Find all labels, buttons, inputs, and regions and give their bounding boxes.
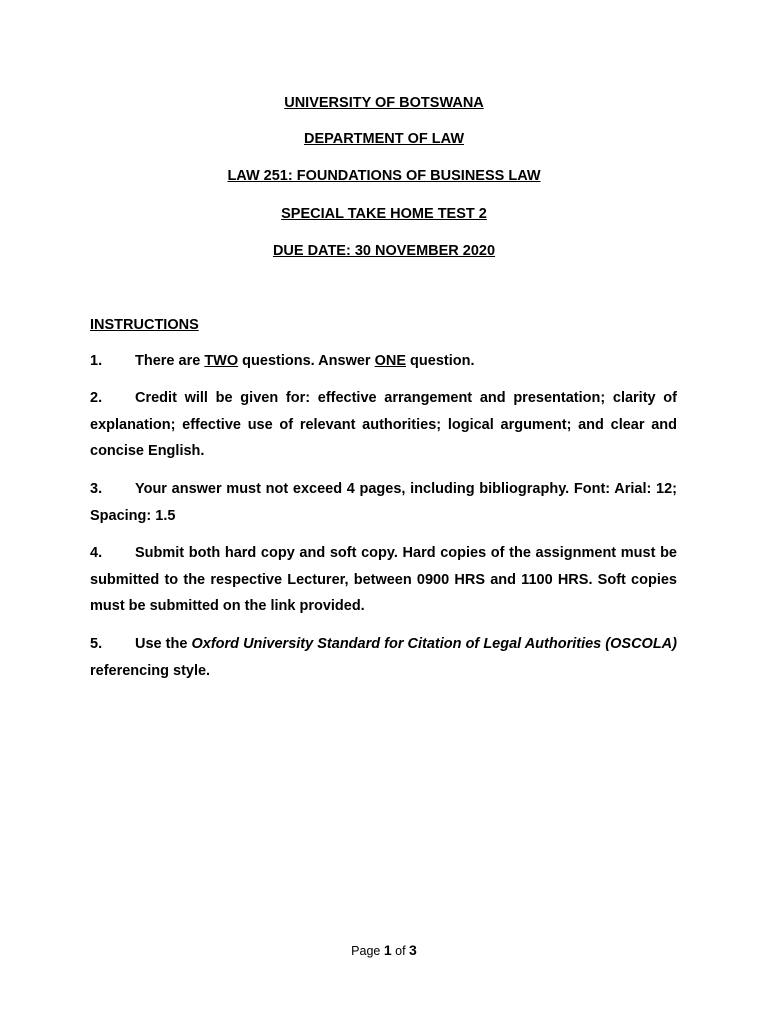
instruction-text: referencing style. <box>90 662 211 679</box>
page-of-label: of <box>395 944 406 958</box>
page-label: Page <box>351 944 381 958</box>
instruction-item-2 <box>90 385 677 465</box>
test-heading: SPECIAL TAKE HOME TEST 2 <box>281 206 487 222</box>
instruction-text: questions. Answer <box>238 353 375 369</box>
instructions-title: INSTRUCTIONS <box>90 317 199 333</box>
instruction-number: 5. <box>90 636 103 652</box>
instruction-text: Your answer must not exceed 4 pages, including bibliography. Font: Arial: 12; Spacing: 1.5 <box>90 481 677 524</box>
page-current-number: 1 <box>383 942 392 958</box>
instruction-text: There are <box>135 353 205 369</box>
page-footer <box>0 942 768 959</box>
instruction-emphasis: TWO <box>204 353 239 369</box>
instruction-item-4 <box>90 540 677 620</box>
instruction-text: Credit will be given for: effective arrangement and presentation; clarity of explanation; effective use of relevant authorities; logical argument; and clear and concise English. <box>90 390 677 459</box>
instruction-emphasis: ONE <box>374 353 407 369</box>
instruction-number: 3. <box>90 481 103 497</box>
instruction-text: Submit both hard copy and soft copy. Hard copies of the assignment must be submitted to the respective Lecturer, between 0900 HRS and 1100 HRS. Soft copies must be submitted on the link provided. <box>90 545 677 614</box>
due-date-heading: DUE DATE: 30 NOVEMBER 2020 <box>272 243 496 259</box>
citation-standard-name: Oxford University Standard for Citation of Legal Authorities (OSCOLA) <box>191 636 677 652</box>
instruction-text: question. <box>406 353 475 369</box>
course-heading: LAW 251: FOUNDATIONS OF BUSINESS LAW <box>227 168 541 184</box>
instruction-number: 4. <box>90 545 103 561</box>
page-total-number: 3 <box>409 942 417 958</box>
university-heading: UNIVERSITY OF BOTSWANA <box>284 95 484 111</box>
department-heading: DEPARTMENT OF LAW <box>303 131 465 147</box>
instruction-number: 2. <box>90 390 103 406</box>
instruction-item-5 <box>90 631 677 684</box>
instruction-item-3 <box>90 476 677 529</box>
instruction-number: 1. <box>90 353 103 369</box>
instruction-item-1 <box>90 348 677 375</box>
instruction-text: Use the <box>135 636 192 652</box>
